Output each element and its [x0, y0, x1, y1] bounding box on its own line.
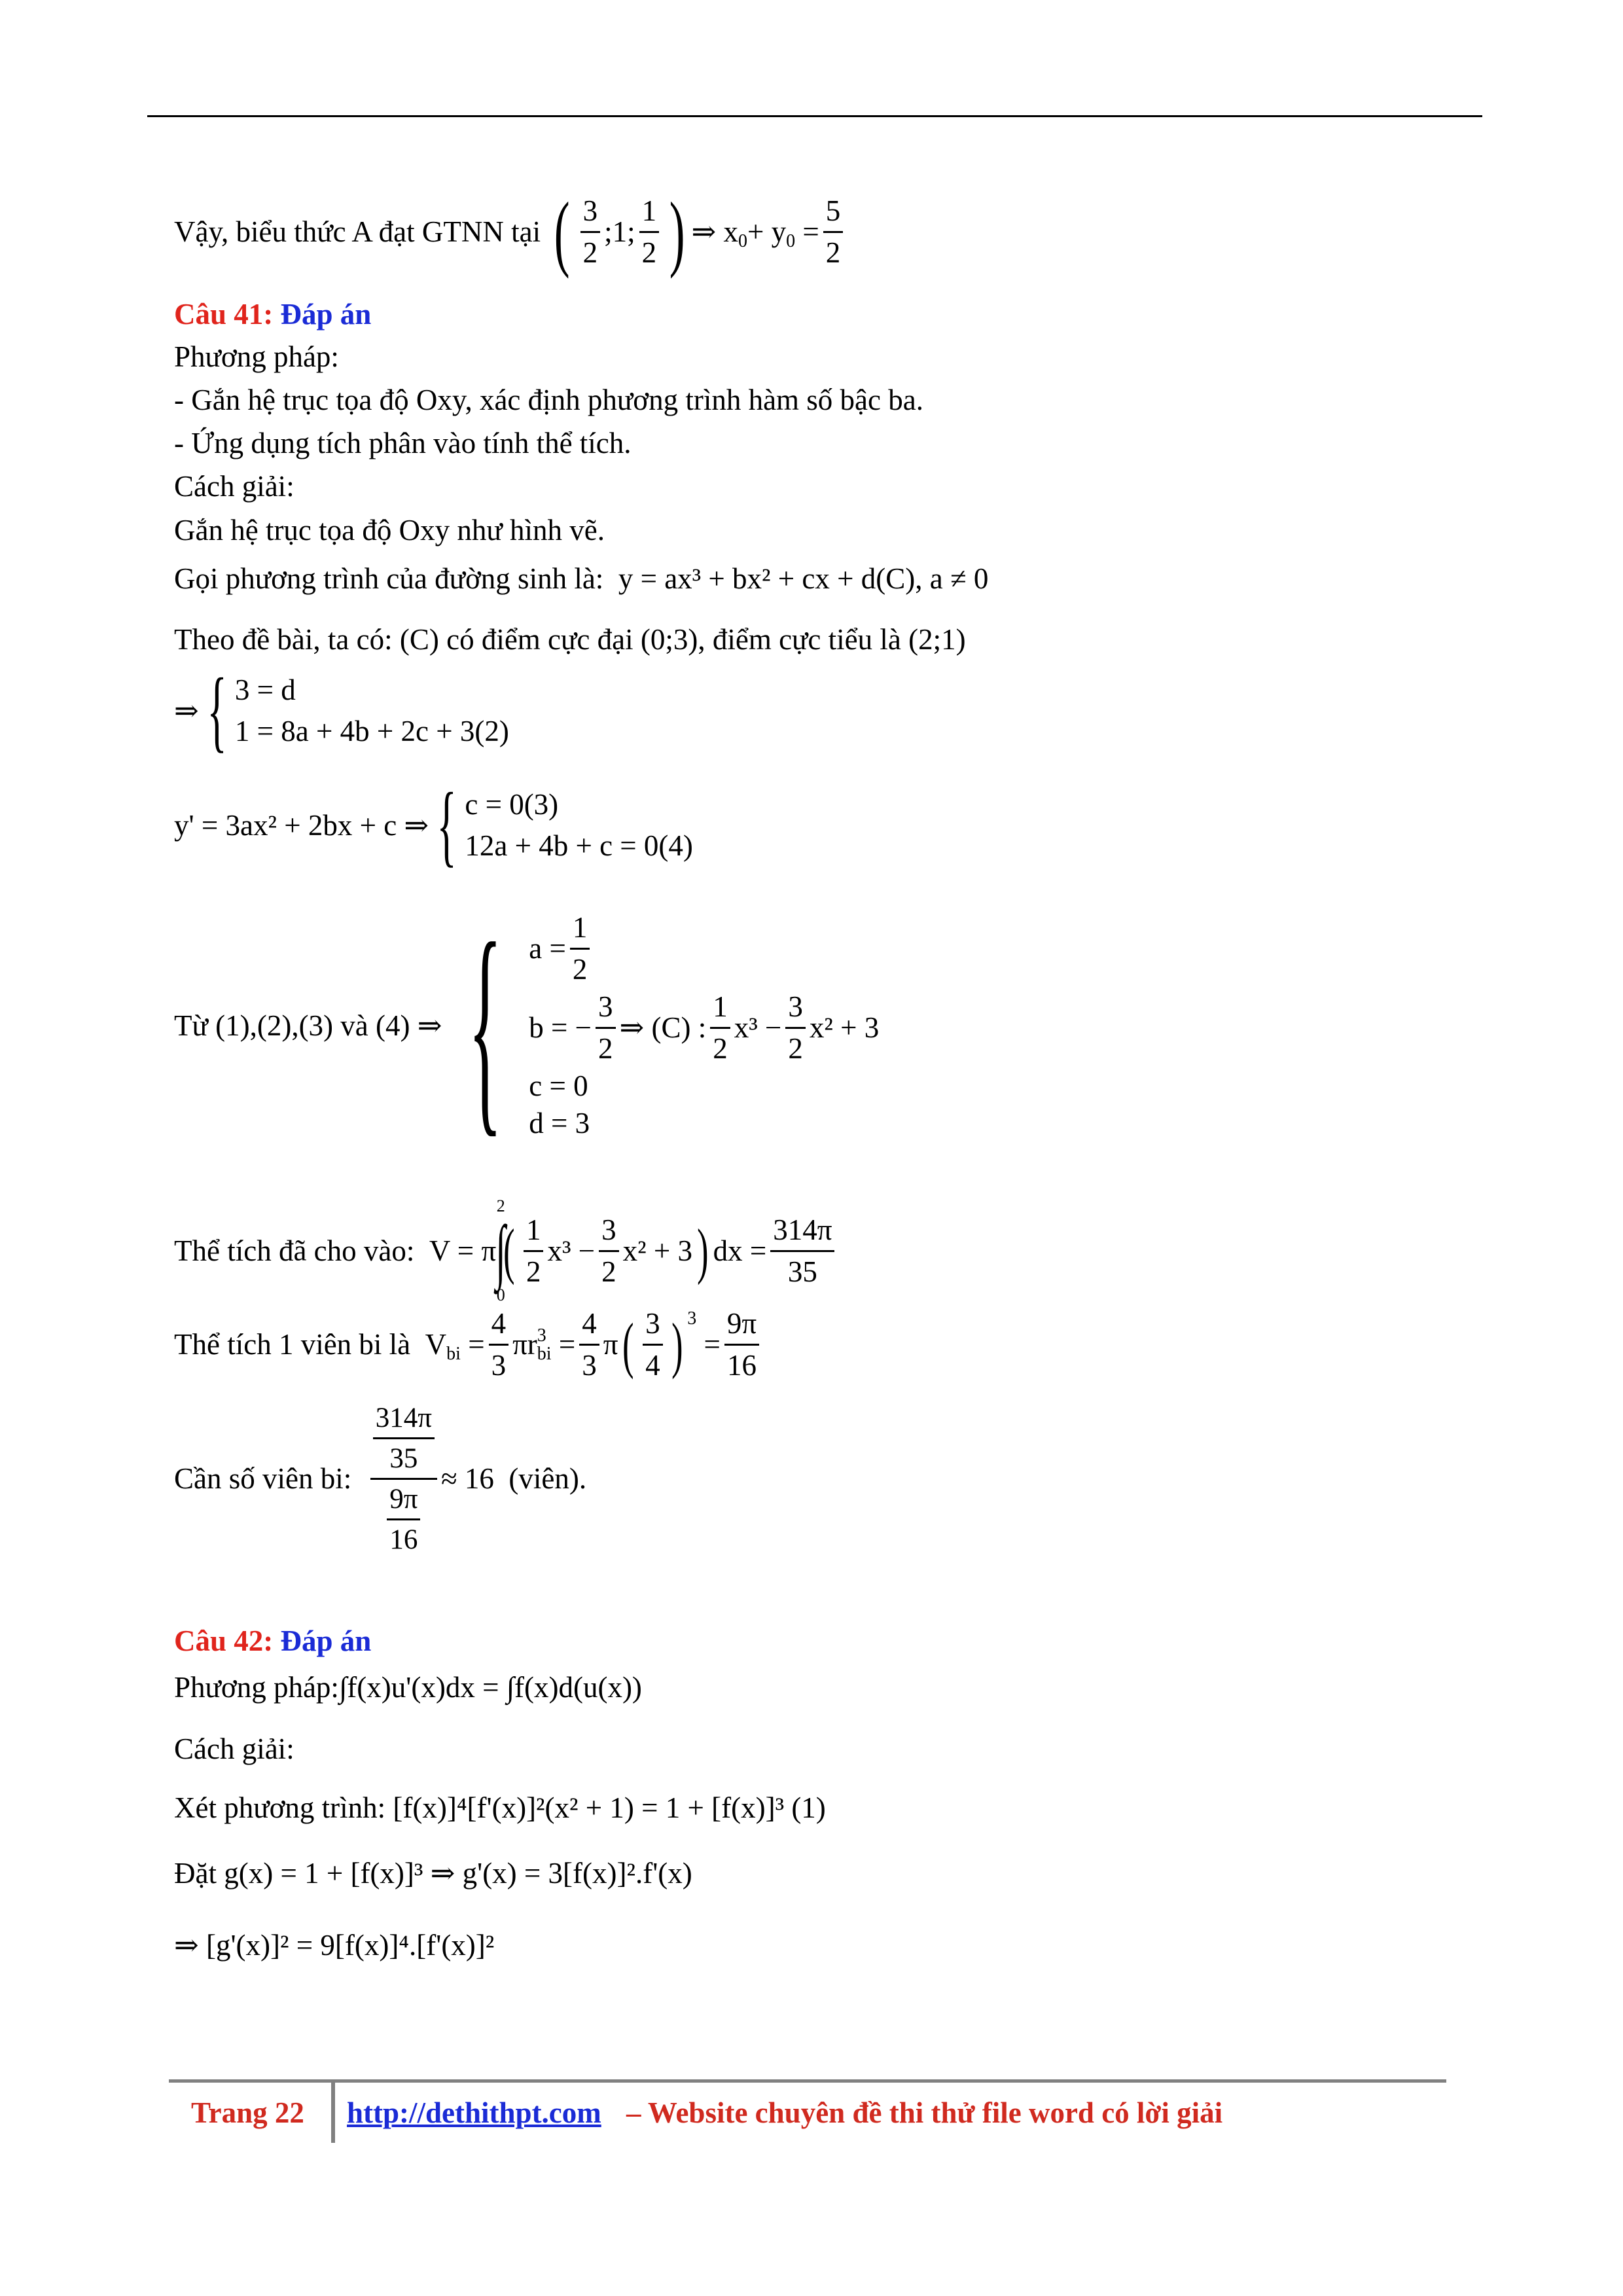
q42-label: Câu 42:: [174, 1624, 274, 1657]
page-number: Trang 22: [191, 2096, 304, 2129]
coef-d: d = 3: [529, 1107, 590, 1139]
q41-step-2: [174, 564, 988, 594]
integral-limits: 2 ∫ 0: [495, 1196, 506, 1304]
q41-method-2: - Ứng dụng tích phân vào tính thể tích.: [174, 427, 632, 459]
coef-c: c = 0: [529, 1069, 588, 1102]
max-point: (0;3): [640, 623, 698, 656]
q41-heading: [174, 300, 371, 329]
footer-tagline: – Website chuyên đề thi thử file word có lời giải: [626, 2096, 1223, 2129]
brace: {: [207, 660, 227, 761]
equals-symbol: =: [802, 215, 819, 248]
dx-equals: dx =: [713, 1234, 767, 1267]
step-3-mid: , điểm cực tiểu là: [698, 623, 901, 656]
system-1: [174, 660, 509, 761]
system-2: [174, 774, 693, 876]
q41-solution-heading: Cách giải:: [174, 470, 294, 503]
system-1-equations: [235, 675, 509, 746]
q42-square: [174, 1931, 494, 1960]
q42-method-math: ∫f(x)u'(x)dx = ∫f(x)d(u(x)): [338, 1671, 642, 1704]
volume-lhs: V = π: [429, 1234, 497, 1267]
volume-result: $\frac{314\pi}{35}$: [770, 1215, 834, 1287]
q42-set-text: Đặt: [174, 1857, 217, 1890]
integral-sign: ∫: [495, 1211, 506, 1291]
q41-method-heading: Phương pháp:: [174, 340, 339, 373]
q42-heading: [174, 1626, 371, 1656]
q42-solution-heading: Cách giải:: [174, 1732, 294, 1765]
ball-result: $\frac{9\pi}{16}$: [724, 1309, 759, 1380]
plus-y: + y: [747, 215, 787, 248]
q42-equation: [174, 1793, 826, 1823]
step-2-text: Gọi phương trình của đường sinh là:: [174, 562, 604, 595]
fraction-1-2: $\frac{1}{2}$: [639, 196, 660, 268]
website-link[interactable]: http://dethithpt.com: [347, 2096, 601, 2129]
sys1-eq2: 1 = 8a + 4b + 2c + 3(2): [234, 715, 509, 747]
volume-text: Thể tích đã cho vào:: [174, 1234, 415, 1267]
min-point: (2;1): [908, 623, 966, 656]
q41-answer: Đáp án: [280, 298, 372, 331]
sys1-eq1: 3 = d: [234, 673, 296, 706]
q42-method-text: Phương pháp:: [174, 1671, 339, 1704]
close-paren: ): [669, 185, 685, 279]
point-middle: ;1;: [604, 215, 635, 248]
step-3-text: Theo đề bài, ta có: (C) có điểm cực đại: [174, 623, 633, 656]
intro-text: Vậy, biểu thức A đạt GTNN tại: [174, 215, 541, 248]
sys2-eq2: 12a + 4b + c = 0(4): [465, 829, 693, 862]
q41-step-3: [174, 625, 966, 655]
q42-answer: Đáp án: [280, 1624, 372, 1657]
x-var: x: [723, 215, 738, 248]
q42-method: [174, 1673, 642, 1702]
coef-a: a = $\frac{1}{2}$: [529, 913, 879, 984]
step-2-math: y = ax³ + bx² + cx + d(C), a ≠ 0: [618, 562, 989, 595]
implies-symbol: ⇒: [174, 694, 199, 727]
need-result: ≈ 16 (viên).: [440, 1462, 587, 1495]
q42-set-math: g(x) = 1 + [f(x)]³ ⇒ g'(x) = 3[f(x)]².f'(x): [224, 1857, 692, 1890]
q42-sq-math: ⇒ [g'(x)]² = 9[f(x)]⁴.[f'(x)]²: [174, 1929, 495, 1962]
coefficient-system: [174, 895, 880, 1156]
nested-fraction: $\frac{\frac{314\pi}{35}}{\frac{9\pi}{16}}$: [370, 1404, 437, 1554]
volume-line: Thể tích đã cho vào: V = π 2 ∫ 0 ( $\frac{1}{2}$ x³ − $\frac{3}{2}$ x² + 3 ) dx = $\frac{314\pi}{35}$: [174, 1198, 838, 1304]
q41-step-1: Gắn hệ trục tọa độ Oxy như hình vẽ.: [174, 514, 605, 547]
brace: {: [437, 774, 457, 876]
intro-line: Vậy, biểu thức A đạt GTNN tại ( $\frac{3}{2}$ ;1; $\frac{1}{2}$ ) ⇒ x 0 + y 0 = $\frac{5}{2}$: [174, 196, 847, 268]
fraction-3-2: $\frac{3}{2}$: [580, 196, 601, 268]
coefficient-list: [529, 913, 879, 1138]
footer-rule: [169, 2079, 1446, 2083]
q41-label: Câu 41:: [174, 298, 274, 331]
q42-eq-math: [f(x)]⁴[f'(x)]²(x² + 1) = 1 + [f(x)]³ (1): [393, 1791, 826, 1824]
implies-symbol: ⇒: [691, 215, 717, 248]
from-text: Từ (1),(2),(3) và (4) ⇒: [174, 1009, 442, 1042]
big-brace: {: [468, 895, 503, 1156]
sys2-eq1: c = 0(3): [465, 788, 559, 821]
system-2-equations: [465, 790, 693, 861]
fraction-5-2: $\frac{5}{2}$: [823, 196, 844, 268]
q42-substitution: [174, 1859, 692, 1888]
need-text: Cần số viên bi:: [174, 1462, 352, 1495]
ball-text: Thể tích 1 viên bi là: [174, 1328, 411, 1361]
curve-label: ⇒ (C) :: [619, 1011, 707, 1044]
ball-count-line: [174, 1404, 586, 1554]
open-paren: (: [554, 185, 570, 279]
derivative-lhs: y' = 3ax² + 2bx + c ⇒: [174, 808, 429, 842]
header-rule: [147, 115, 1482, 117]
footer-divider: [331, 2083, 335, 2143]
ball-volume-line: Thể tích 1 viên bi là V bi = $\frac{4}{3}$ πr 3 bi = $\frac{4}{3}$ π ( $\frac{3}{4}$ ) 3 = $\frac{9\pi}{16}$: [174, 1309, 763, 1380]
q41-method-1: - Gắn hệ trục tọa độ Oxy, xác định phương trình hàm số bậc ba.: [174, 384, 923, 416]
q42-eq-text: Xét phương trình:: [174, 1791, 386, 1824]
coef-b: b = − $\frac{3}{2}$ ⇒ (C) : $\frac{1}{2}$ x³ − $\frac{3}{2}$ x² + 3: [529, 990, 880, 1065]
